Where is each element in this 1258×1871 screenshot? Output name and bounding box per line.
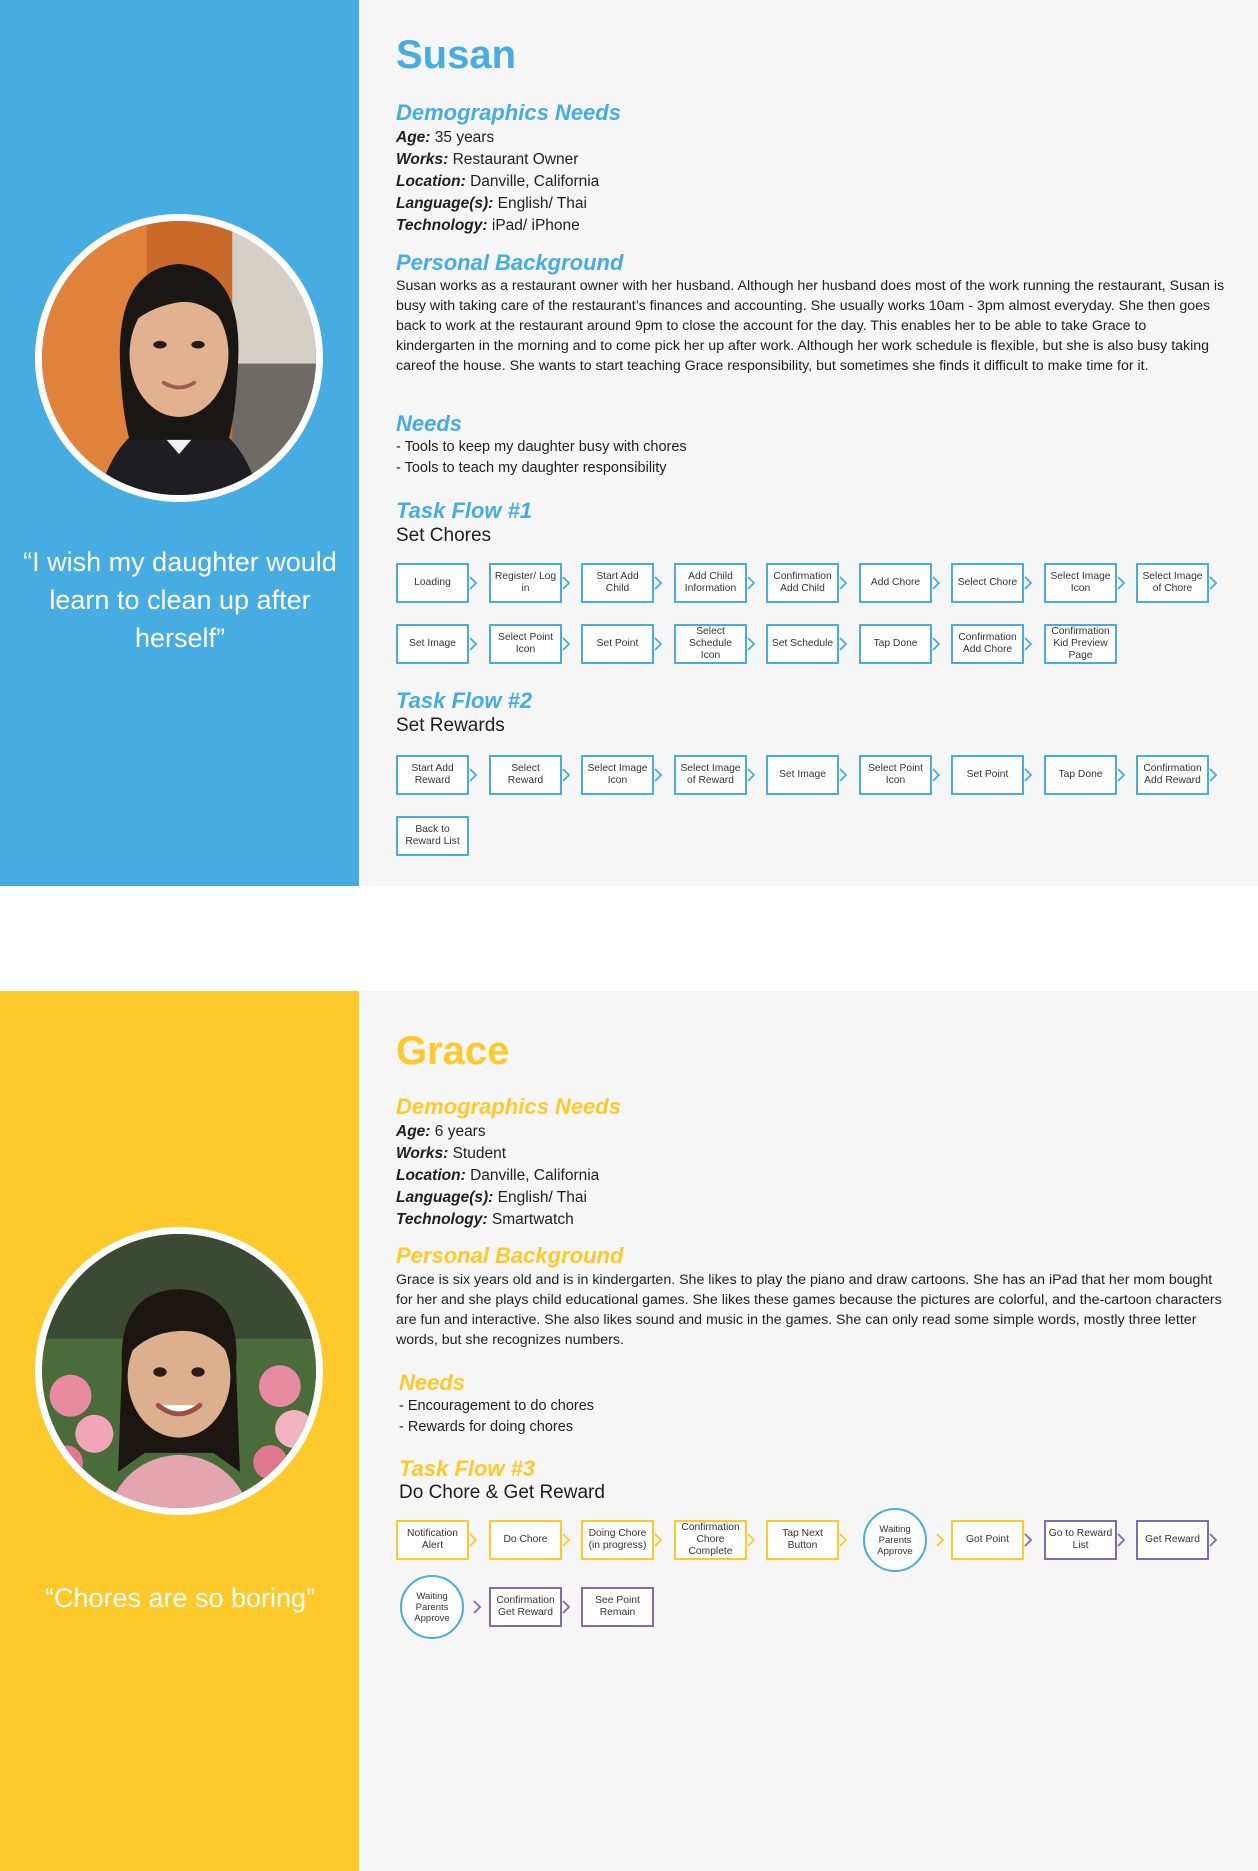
grace-portrait-image bbox=[42, 1234, 316, 1508]
flow-step-start-add-child: Start Add Child bbox=[581, 563, 654, 603]
needs-heading: Needs bbox=[399, 1370, 466, 1395]
flow-step-tap-next-button: Tap Next Button bbox=[766, 1520, 839, 1560]
background-heading: Personal Background bbox=[396, 1243, 624, 1268]
flow-step-confirmation-get-reward: Confirmation Get Reward bbox=[489, 1587, 562, 1627]
task-flow-1-heading: Task Flow #1 bbox=[396, 498, 533, 523]
needs-list bbox=[399, 1396, 594, 1437]
demographic-language: Language(s): English/ Thai bbox=[396, 195, 587, 212]
flow-arrow-icon bbox=[1207, 1532, 1219, 1548]
flow-step-select-image-of-chore: Select Image of Chore bbox=[1136, 563, 1209, 603]
flow-arrow-icon bbox=[930, 636, 942, 652]
flow-step-select-point-icon: Select Point Icon bbox=[859, 755, 932, 795]
demographic-age: Age: 6 years bbox=[396, 1123, 486, 1140]
flow-arrow-icon bbox=[1022, 1532, 1034, 1548]
need-item: - Encouragement to do chores bbox=[399, 1398, 595, 1414]
flow-step-set-image: Set Image bbox=[396, 624, 469, 664]
flow-step-waiting-parents-approve: Waiting Parents Approve bbox=[863, 1508, 927, 1572]
flow-arrow-icon bbox=[930, 575, 942, 591]
susan-quote: “I wish my daughter would learn to clean up after herself” bbox=[23, 547, 337, 653]
flow-arrow-icon bbox=[467, 636, 479, 652]
flow-step-set-image: Set Image bbox=[766, 755, 839, 795]
flow-step-select-image-icon: Select Image Icon bbox=[581, 755, 654, 795]
flow-arrow-icon bbox=[745, 575, 757, 591]
persona-panel-grace bbox=[0, 991, 1258, 1871]
task-flow-2-heading: Task Flow #2 bbox=[396, 688, 533, 713]
task-flow-1-subtitle: Set Chores bbox=[396, 525, 492, 546]
flow-step-get-reward: Get Reward bbox=[1136, 1520, 1209, 1560]
flow-step-doing-chore-in-progress: Doing Chore (in progress) bbox=[581, 1520, 654, 1560]
susan-content bbox=[359, 0, 1258, 886]
need-item: - Tools to teach my daughter responsibility bbox=[396, 459, 667, 476]
persona-name: Grace bbox=[396, 1029, 510, 1073]
grace-avatar bbox=[35, 1227, 323, 1515]
task-flow-3-heading: Task Flow #3 bbox=[399, 1456, 536, 1481]
need-item: - Tools to keep my daughter busy with chores bbox=[396, 439, 687, 455]
flow-arrow-icon bbox=[652, 1532, 664, 1548]
flow-arrow-icon bbox=[934, 1532, 946, 1548]
demographic-works: Works: Restaurant Owner bbox=[396, 151, 579, 168]
flow-arrow-icon bbox=[560, 1532, 572, 1548]
flow-step-go-to-reward-list: Go to Reward List bbox=[1044, 1520, 1117, 1560]
flow-step-loading: Loading bbox=[396, 563, 469, 603]
flow-step-select-chore: Select Chore bbox=[951, 563, 1024, 603]
demographic-location: Location: Danville, California bbox=[396, 1167, 600, 1184]
flow-arrow-icon bbox=[1115, 767, 1127, 783]
flow-arrow-icon bbox=[467, 1532, 479, 1548]
task-flow-2-subtitle: Set Rewards bbox=[396, 715, 505, 736]
flow-step-select-schedule-icon: Select Schedule Icon bbox=[674, 624, 747, 664]
flow-arrow-icon bbox=[652, 575, 664, 591]
persona-panel-susan bbox=[0, 0, 1258, 886]
task-flow-3-subtitle: Do Chore & Get Reward bbox=[399, 1482, 605, 1503]
flow-step-see-point-remain: See Point Remain bbox=[581, 1587, 654, 1627]
flow-arrow-icon bbox=[471, 1599, 483, 1615]
flow-arrow-icon bbox=[652, 636, 664, 652]
demographics-list bbox=[396, 1121, 599, 1231]
demographics-heading: Demographics Needs bbox=[396, 100, 621, 125]
flow-arrow-icon bbox=[745, 636, 757, 652]
flow-arrow-icon bbox=[560, 1599, 572, 1615]
flow-arrow-icon bbox=[837, 767, 849, 783]
needs-list bbox=[396, 437, 687, 478]
demographics-heading: Demographics Needs bbox=[396, 1094, 621, 1119]
flow-step-got-point: Got Point bbox=[951, 1520, 1024, 1560]
need-item: - Rewards for doing chores bbox=[399, 1418, 574, 1435]
flow-step-set-point: Set Point bbox=[951, 755, 1024, 795]
flow-arrow-icon bbox=[560, 767, 572, 783]
background-heading: Personal Background bbox=[396, 250, 624, 275]
flow-step-confirmation-chore-complete: Confirmation Chore Complete bbox=[674, 1520, 747, 1560]
background-text: Susan works as a restaurant owner with her husband. Although her husband does most of the work running the restaurant, Susan is busy with taking care of the restaurant’s finances and accounting. She usually works 10am - 3pm almost everyday. She then goes back to work at the restaurant around 9pm to close the account for the day. This enables her to be able to take Grace to kindergarten in the morning and to come pick her up after work. Although her work schedule is flexible, but she is also busy taking careof the house. She wants to start teaching Grace responsibility, but sometimes she finds it difficult to make time for it. bbox=[396, 278, 1225, 374]
susan-portrait-image bbox=[42, 221, 316, 495]
grace-quote: “Chores are so boring” bbox=[44, 1583, 316, 1613]
flow-arrow-icon bbox=[1115, 575, 1127, 591]
flow-step-confirmation-add-child: Confirmation Add Child bbox=[766, 563, 839, 603]
flow-step-select-image-of-reward: Select Image of Reward bbox=[674, 755, 747, 795]
flow-arrow-icon bbox=[837, 636, 849, 652]
flow-arrow-icon bbox=[1022, 767, 1034, 783]
demographic-location: Location: Danville, California bbox=[396, 173, 600, 190]
flow-arrow-icon bbox=[745, 1532, 757, 1548]
flow-step-select-image-icon: Select Image Icon bbox=[1044, 563, 1117, 603]
grace-sidebar bbox=[0, 991, 359, 1871]
demographic-language: Language(s): English/ Thai bbox=[396, 1189, 587, 1206]
flow-step-waiting-parents-approve: Waiting Parents Approve bbox=[400, 1575, 464, 1639]
flow-step-set-point: Set Point bbox=[581, 624, 654, 664]
needs-heading: Needs bbox=[396, 411, 463, 436]
flow-arrow-icon bbox=[745, 767, 757, 783]
flow-step-tap-done: Tap Done bbox=[1044, 755, 1117, 795]
demographic-technology: Technology: iPad/ iPhone bbox=[396, 217, 580, 234]
flow-arrow-icon bbox=[930, 767, 942, 783]
flow-step-back-to-reward-list: Back to Reward List bbox=[396, 816, 469, 856]
flow-arrow-icon bbox=[1022, 575, 1034, 591]
flow-step-select-reward: Select Reward bbox=[489, 755, 562, 795]
flow-step-confirmation-kid-preview-page: Confirmation Kid Preview Page bbox=[1044, 624, 1117, 664]
flow-step-do-chore: Do Chore bbox=[489, 1520, 562, 1560]
demographic-age: Age: 35 years bbox=[396, 129, 495, 146]
background-text: Grace is six years old and is in kindergarten. She likes to play the piano and draw cartoons. She has an iPad that her mom bought for her and she plays child educational games. She likes these games because the pictures are colorful, and the-cartoon characters are fun and interactive. She also likes sound and music in the games. She can only read some simple words, mostly three letter words, but she recognizes numbers. bbox=[396, 1272, 1222, 1348]
flow-arrow-icon bbox=[560, 575, 572, 591]
flow-step-confirmation-add-reward: Confirmation Add Reward bbox=[1136, 755, 1209, 795]
flow-step-notification-alert: Notification Alert bbox=[396, 1520, 469, 1560]
flow-step-register-log-in: Register/ Log in bbox=[489, 563, 562, 603]
demographic-technology: Technology: Smartwatch bbox=[396, 1211, 574, 1228]
flow-step-select-point-icon: Select Point Icon bbox=[489, 624, 562, 664]
flow-arrow-icon bbox=[560, 636, 572, 652]
flow-arrow-icon bbox=[1207, 575, 1219, 591]
flow-arrow-icon bbox=[1022, 636, 1034, 652]
flow-step-set-schedule: Set Schedule bbox=[766, 624, 839, 664]
grace-content bbox=[359, 991, 1258, 1871]
susan-sidebar bbox=[0, 0, 359, 886]
flow-arrow-icon bbox=[467, 575, 479, 591]
flow-step-confirmation-add-chore: Confirmation Add Chore bbox=[951, 624, 1024, 664]
flow-step-add-child-information: Add Child Information bbox=[674, 563, 747, 603]
susan-avatar bbox=[35, 214, 323, 502]
flow-arrow-icon bbox=[1115, 1532, 1127, 1548]
flow-arrow-icon bbox=[467, 767, 479, 783]
flow-arrow-icon bbox=[652, 767, 664, 783]
flow-step-add-chore: Add Chore bbox=[859, 563, 932, 603]
flow-arrow-icon bbox=[837, 575, 849, 591]
flow-step-tap-done: Tap Done bbox=[859, 624, 932, 664]
demographics-list bbox=[396, 127, 599, 237]
flow-arrow-icon bbox=[837, 1532, 849, 1548]
persona-name: Susan bbox=[396, 33, 517, 77]
flow-arrow-icon bbox=[1207, 767, 1219, 783]
demographic-works: Works: Student bbox=[396, 1145, 507, 1162]
flow-step-start-add-reward: Start Add Reward bbox=[396, 755, 469, 795]
